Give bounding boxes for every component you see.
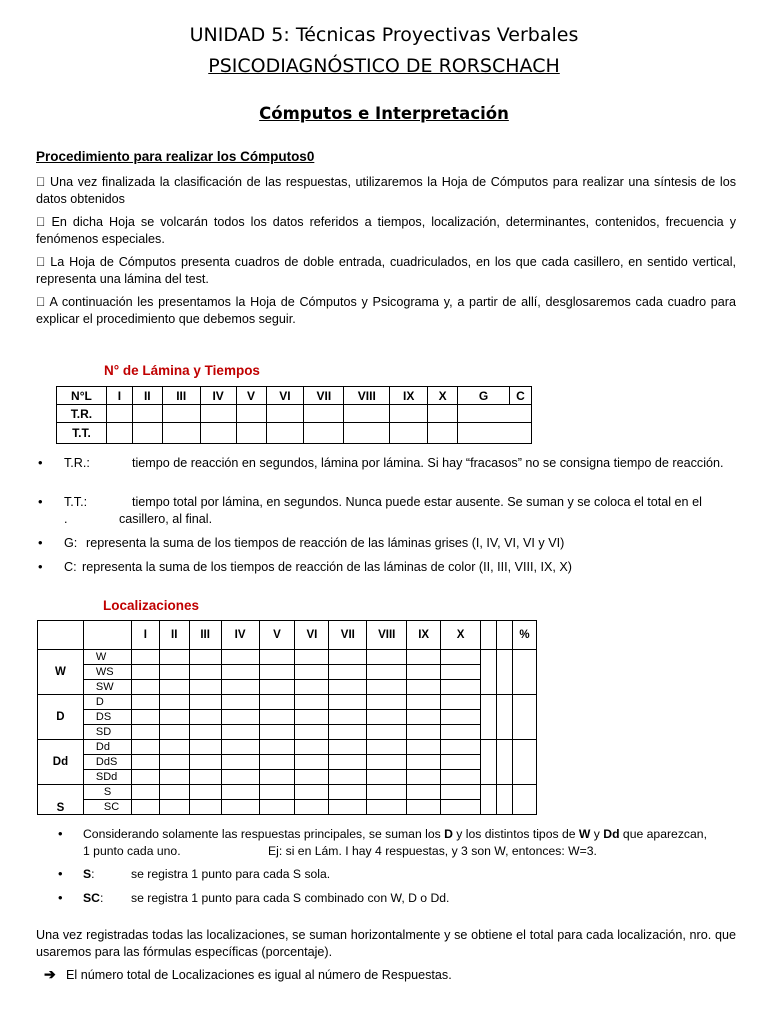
times-col-header: III [162, 387, 200, 405]
location-sub-label: D [83, 695, 131, 710]
bullet-text: Ej: si en Lám. I hay 4 respuestas, y 3 son W, entonces: W=3. [268, 844, 597, 858]
location-sub-label: SD [83, 725, 131, 740]
locations-col-header: V [259, 621, 295, 650]
bullet-icon: • [38, 455, 43, 470]
bullet-text [132, 455, 736, 472]
bullet-text: se registra 1 punto para cada S sola. [131, 867, 331, 881]
locations-col-header: VIII [367, 621, 407, 650]
location-group-label: Dd [38, 740, 84, 785]
procedure-paragraph:   A continuación les presentamos la Hoja de Cómputos y Psicograma y, a partir de allí, desglosaremos cada cuadro para explicar el procedimiento que debemos seguir. [36, 295, 736, 326]
procedure-heading: Procedimiento para realizar los Cómputos0 [36, 149, 315, 164]
times-col-header: C [509, 387, 531, 405]
bullet-icon: • [58, 866, 63, 881]
bullet-text-part: Considerando solamente las respuestas principales, se suman los [83, 827, 445, 841]
bullet-bold: W [578, 827, 591, 841]
location-sub-label: DdS [83, 755, 131, 770]
location-group-label: S [38, 785, 84, 815]
locations-table [37, 620, 537, 815]
location-sub-label: DS [83, 710, 131, 725]
section-title: Cómputos e Interpretación [259, 104, 509, 123]
bullet-icon: • [38, 494, 43, 509]
bullet-icon: • [38, 559, 43, 574]
times-col-header: VII [304, 387, 344, 405]
locations-heading: Localizaciones [103, 598, 200, 613]
bullet-text: 1 punto cada uno. [83, 844, 181, 858]
bullet-icon: • [58, 826, 63, 841]
bullet-text-part: y [590, 827, 604, 841]
locations-header-row [38, 621, 537, 650]
bullet-bold: SC [83, 891, 100, 905]
locations-col-header: IX [407, 621, 441, 650]
bullet-term: G: [64, 536, 78, 550]
times-header-row [57, 387, 532, 405]
bullet-term: T.R.: [64, 456, 90, 470]
locations-col-header: II [159, 621, 189, 650]
procedure-paragraph:   La Hoja de Cómputos presenta cuadros de doble entrada, cuadriculados, en los que cada casillero, en sentido vertical, representa una lámina del test. [36, 255, 736, 286]
locations-col-header: III [189, 621, 221, 650]
bullet-text-part: : [91, 867, 95, 881]
bullet-cont-text: casillero, al final. [119, 512, 213, 526]
bullet-text-part: : [99, 891, 104, 905]
times-col-header: N°L [57, 387, 107, 405]
location-sub-label: WS [83, 665, 131, 680]
bullet-term [83, 890, 103, 907]
location-group-label: D [38, 695, 84, 740]
times-table [56, 386, 532, 444]
times-col-header: II [132, 387, 162, 405]
times-col-header: IV [200, 387, 236, 405]
location-group-label: W [38, 650, 84, 695]
location-sub-label: SC [83, 800, 131, 815]
times-row-label: T.T. [57, 423, 107, 444]
location-sub-label: W [83, 650, 131, 665]
times-row-tr [57, 405, 532, 423]
bullet-text-part: y los distintos tipos de [452, 827, 579, 841]
bullet-term: T.T.: [64, 495, 88, 509]
locations-col-header: I [131, 621, 159, 650]
times-col-header: I [106, 387, 132, 405]
locations-col-header: IV [221, 621, 259, 650]
bullet-term: C: [64, 560, 77, 574]
bullet-cont-mark: . [64, 512, 68, 526]
location-sub-label: Dd [83, 740, 131, 755]
bullet-bold: D [444, 827, 453, 841]
locations-col-header: % [512, 621, 536, 650]
times-heading: N° de Lámina y Tiempos [104, 363, 260, 378]
bullet-text [83, 826, 736, 843]
bullet-icon: • [38, 535, 43, 550]
times-col-header: VI [266, 387, 304, 405]
locations-col-header: VII [329, 621, 367, 650]
location-sub-label: S [83, 785, 131, 800]
times-col-header: G [458, 387, 510, 405]
bullet-text: se registra 1 punto para cada S combinado con W, D o Dd. [131, 891, 450, 905]
procedure-paragraph:   Una vez finalizada la clasificación de las respuestas, utilizaremos la Hoja de Cómputos para realizar una síntesis de los datos obtenidos [36, 175, 736, 206]
times-col-header: IX [390, 387, 428, 405]
arrow-right-icon: ➔ [44, 966, 56, 982]
arrow-note: El número total de Localizaciones es igual al número de Respuestas. [66, 968, 452, 982]
bullet-term [83, 866, 95, 883]
document-subtitle: PSICODIAGNÓSTICO DE RORSCHACH [208, 55, 560, 77]
times-col-header: X [428, 387, 458, 405]
times-col-header: V [236, 387, 266, 405]
bullet-text-line: tiempo de reacción en segundos, lámina por lámina. Si hay “fracasos” no se consigna tiempo de reacción. [132, 456, 724, 470]
bullet-bold: S [83, 867, 92, 881]
bullet-bold: Dd [603, 827, 620, 841]
locations-col-header: X [441, 621, 481, 650]
bullet-text-part: que aparezcan, [619, 827, 707, 841]
bullet-text: representa la suma de los tiempos de reacción de las láminas de color (II, III, VIII, IX, X) [82, 560, 572, 574]
unit-title: UNIDAD 5: Técnicas Proyectivas Verbales [189, 24, 579, 46]
location-sub-label: SW [83, 680, 131, 695]
times-row-tt [57, 423, 532, 444]
locations-col-header [481, 621, 497, 650]
bullet-text: tiempo total por lámina, en segundos. Nunca puede estar ausente. Se suman y se coloca el total en el [132, 495, 702, 509]
times-row-label: T.R. [57, 405, 107, 423]
locations-col-header: VI [295, 621, 329, 650]
procedure-paragraph:   En dicha Hoja se volcarán todos los datos referidos a tiempos, localización, determinantes, contenidos, frecuencia y fenómenos especiales. [36, 215, 736, 246]
bullet-icon: • [58, 890, 63, 905]
locations-summary: Una vez registradas todas las localizaciones, se suman horizontalmente y se obtiene el total para cada localización, nro. que usaremos para las fórmulas específicas (porcentaje). [36, 928, 736, 959]
bullet-text: representa la suma de los tiempos de reacción de las láminas grises (I, IV, VI, VI y VI) [86, 536, 565, 550]
location-sub-label: SDd [83, 770, 131, 785]
times-col-header: VIII [344, 387, 390, 405]
